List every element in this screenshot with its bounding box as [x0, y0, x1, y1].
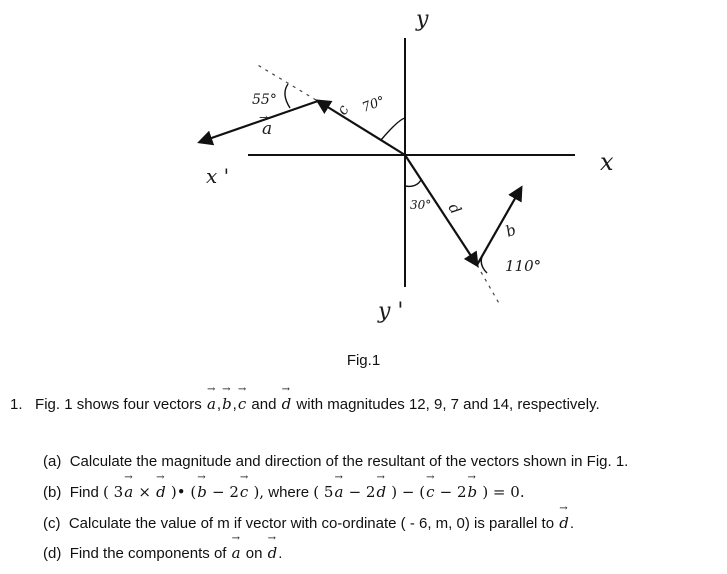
question-intro	[10, 395, 600, 413]
y-prime-label: y '	[378, 299, 404, 324]
dashed-line-b	[477, 265, 500, 305]
angle-arc-a	[285, 84, 290, 108]
symbol-b: → b	[221, 395, 233, 413]
part-b-times: ×	[138, 483, 151, 501]
intro-text-2: with magnitudes 12, 9, 7 and 14, respectively.	[296, 396, 600, 413]
b2-sym-a: → a	[333, 483, 344, 501]
sep-1: ,	[216, 396, 222, 413]
b2-sym-b: → b	[467, 483, 479, 501]
vector-c-label: c	[332, 101, 353, 118]
part-b-close: ),	[253, 483, 265, 501]
symbol-c: → c	[237, 395, 247, 413]
part-b-expr2-end: ) = 0.	[482, 483, 525, 501]
part-b-expr2-minus2: − 2	[439, 483, 467, 501]
part-d-on: on	[245, 545, 263, 562]
part-b-where: where	[268, 484, 310, 501]
part-a	[43, 453, 628, 470]
part-b-expr2-mid: ) − (	[391, 483, 426, 501]
angle-arc-c	[381, 118, 405, 140]
sep-2: ,	[232, 396, 237, 413]
d-sym-a: → a	[231, 544, 242, 562]
vector-a-label: a	[262, 119, 273, 139]
angle-arc-b-axis	[405, 180, 421, 186]
part-c-text: Calculate the value of m if vector with co-ordinate ( - 6, m, 0) is parallel to	[68, 515, 555, 532]
part-b-open: ( 3	[103, 483, 124, 501]
question-number: 1.	[10, 396, 23, 413]
part-b	[43, 483, 525, 501]
b-sym-a: → a	[123, 483, 134, 501]
angle-b-label: 110°	[505, 257, 542, 275]
angle-arc-b	[481, 250, 487, 273]
b-sym-d: → d	[155, 483, 167, 501]
part-d-end: .	[278, 545, 283, 562]
b-sym-b: → b	[196, 483, 208, 501]
angle-a-label: 55°	[252, 92, 277, 108]
part-b-label: (b)	[43, 484, 62, 501]
c-sym-d: → d	[558, 514, 570, 532]
d-sym-d: → d	[267, 544, 279, 562]
vector-a-mark: →	[259, 111, 269, 124]
figure-caption: Fig.1	[346, 352, 381, 369]
y-label: y	[416, 7, 429, 32]
b2-sym-d: → d	[375, 483, 387, 501]
part-c-label: (c)	[43, 515, 61, 532]
part-d	[43, 544, 282, 562]
angle-c-label: 70°	[360, 93, 388, 116]
intro-and: and	[251, 396, 277, 413]
vector-d-label: d	[444, 200, 465, 218]
intro-text-1: Fig. 1 shows four vectors	[35, 396, 202, 413]
part-b-expr2-minus: − 2	[348, 483, 376, 501]
part-b-find: Find	[69, 484, 99, 501]
part-c-end: .	[569, 515, 574, 532]
vector-b-label: b	[503, 220, 519, 241]
symbol-a: → a	[206, 395, 217, 413]
part-b-minus: − 2	[211, 483, 239, 501]
part-a-label: (a)	[43, 453, 62, 470]
symbol-d: → d	[281, 395, 293, 413]
angle-b-axis-label: 30°	[410, 198, 432, 212]
part-b-closedot: )• (	[170, 483, 197, 501]
b-sym-c: → c	[239, 483, 249, 501]
part-c	[43, 514, 574, 532]
part-a-text: Calculate the magnitude and direction of the resultant of the vectors shown in Fig. 1.	[69, 453, 629, 470]
part-b-expr2-open: ( 5	[313, 483, 334, 501]
part-d-text: Find the components of	[69, 545, 227, 562]
part-d-label: (d)	[43, 545, 62, 562]
x-label: x	[600, 148, 614, 176]
b2-sym-c: → c	[425, 483, 435, 501]
x-prime-label: x '	[206, 164, 230, 188]
